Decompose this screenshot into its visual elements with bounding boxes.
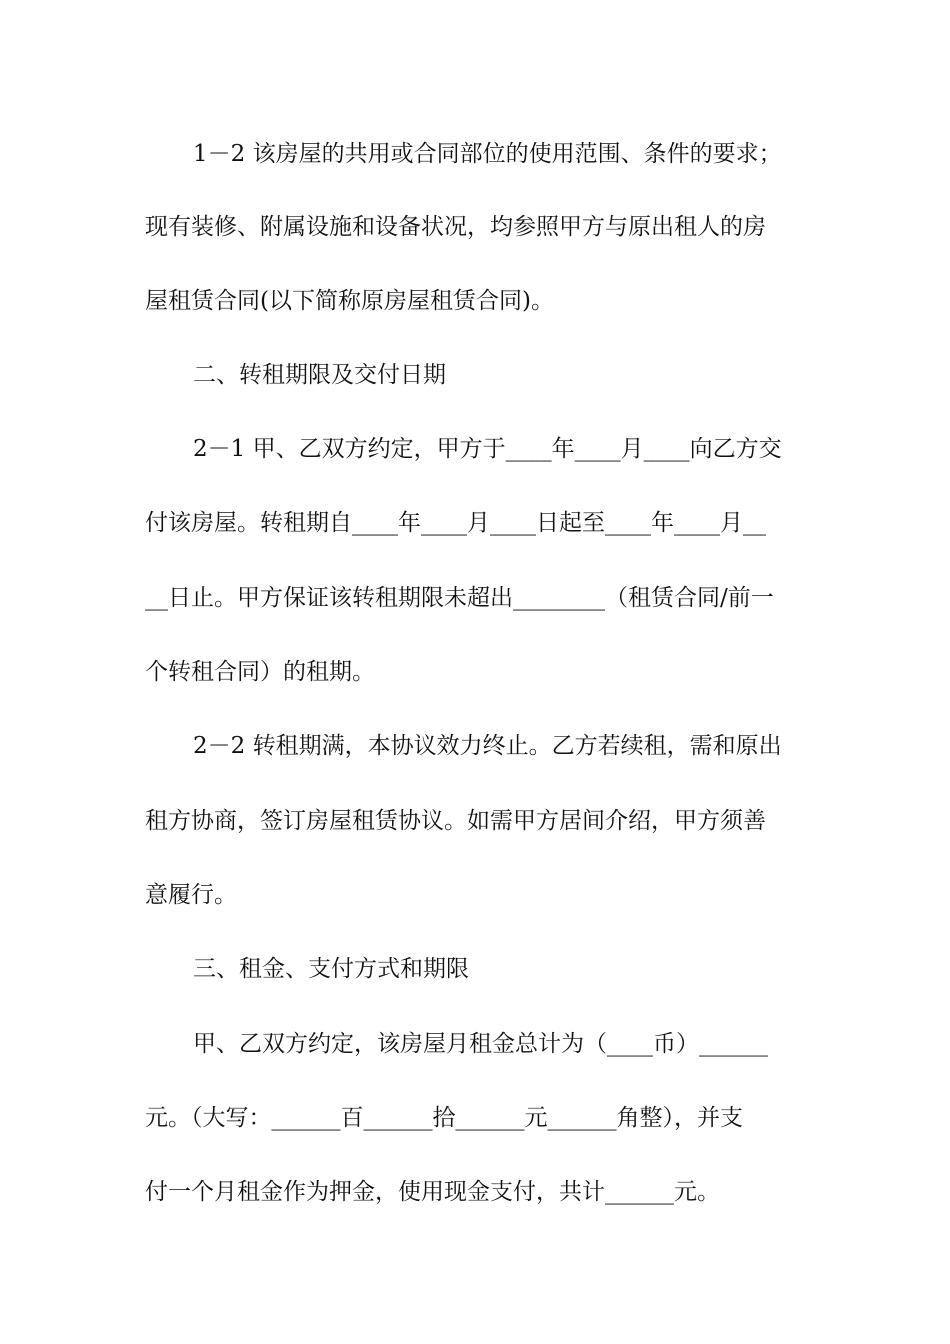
paragraph-line: __日止。甲方保证该转租期限未超出________（租赁合同/前一 <box>145 585 774 611</box>
paragraph-line: 付一个月租金作为押金，使用现金支付，共计______元。 <box>145 1179 720 1205</box>
section-heading: 三、租金、支付方式和期限 <box>193 956 469 982</box>
paragraph-line: 2－1 甲、乙双方约定，甲方于____年____月____向乙方交 <box>193 436 782 462</box>
paragraph-line: 2－2 转租期满，本协议效力终止。乙方若续租，需和原出 <box>193 733 782 759</box>
paragraph-line: 付该房屋。转租期自____年____月____日起至____年____月__ <box>145 510 766 536</box>
paragraph-line: 租方协商，签订房屋租赁协议。如需甲方居间介绍，甲方须善 <box>145 808 766 834</box>
paragraph-line: 个转租合同）的租期。 <box>145 659 375 685</box>
section-heading: 二、转租期限及交付日期 <box>193 362 446 388</box>
paragraph-line: 屋租赁合同(以下简称原房屋租赁合同)。 <box>145 288 554 314</box>
paragraph-line: 甲、乙双方约定，该房屋月租金总计为（____币）______ <box>193 1031 768 1057</box>
paragraph-line: 1－2 该房屋的共用或合同部位的使用范围、条件的要求； <box>193 141 782 167</box>
paragraph-line: 意履行。 <box>145 882 237 908</box>
paragraph-line: 元。（大写：______百______拾______元______角整），并支 <box>145 1105 743 1131</box>
paragraph-line: 现有装修、附属设施和设备状况，均参照甲方与原出租人的房 <box>145 214 766 240</box>
